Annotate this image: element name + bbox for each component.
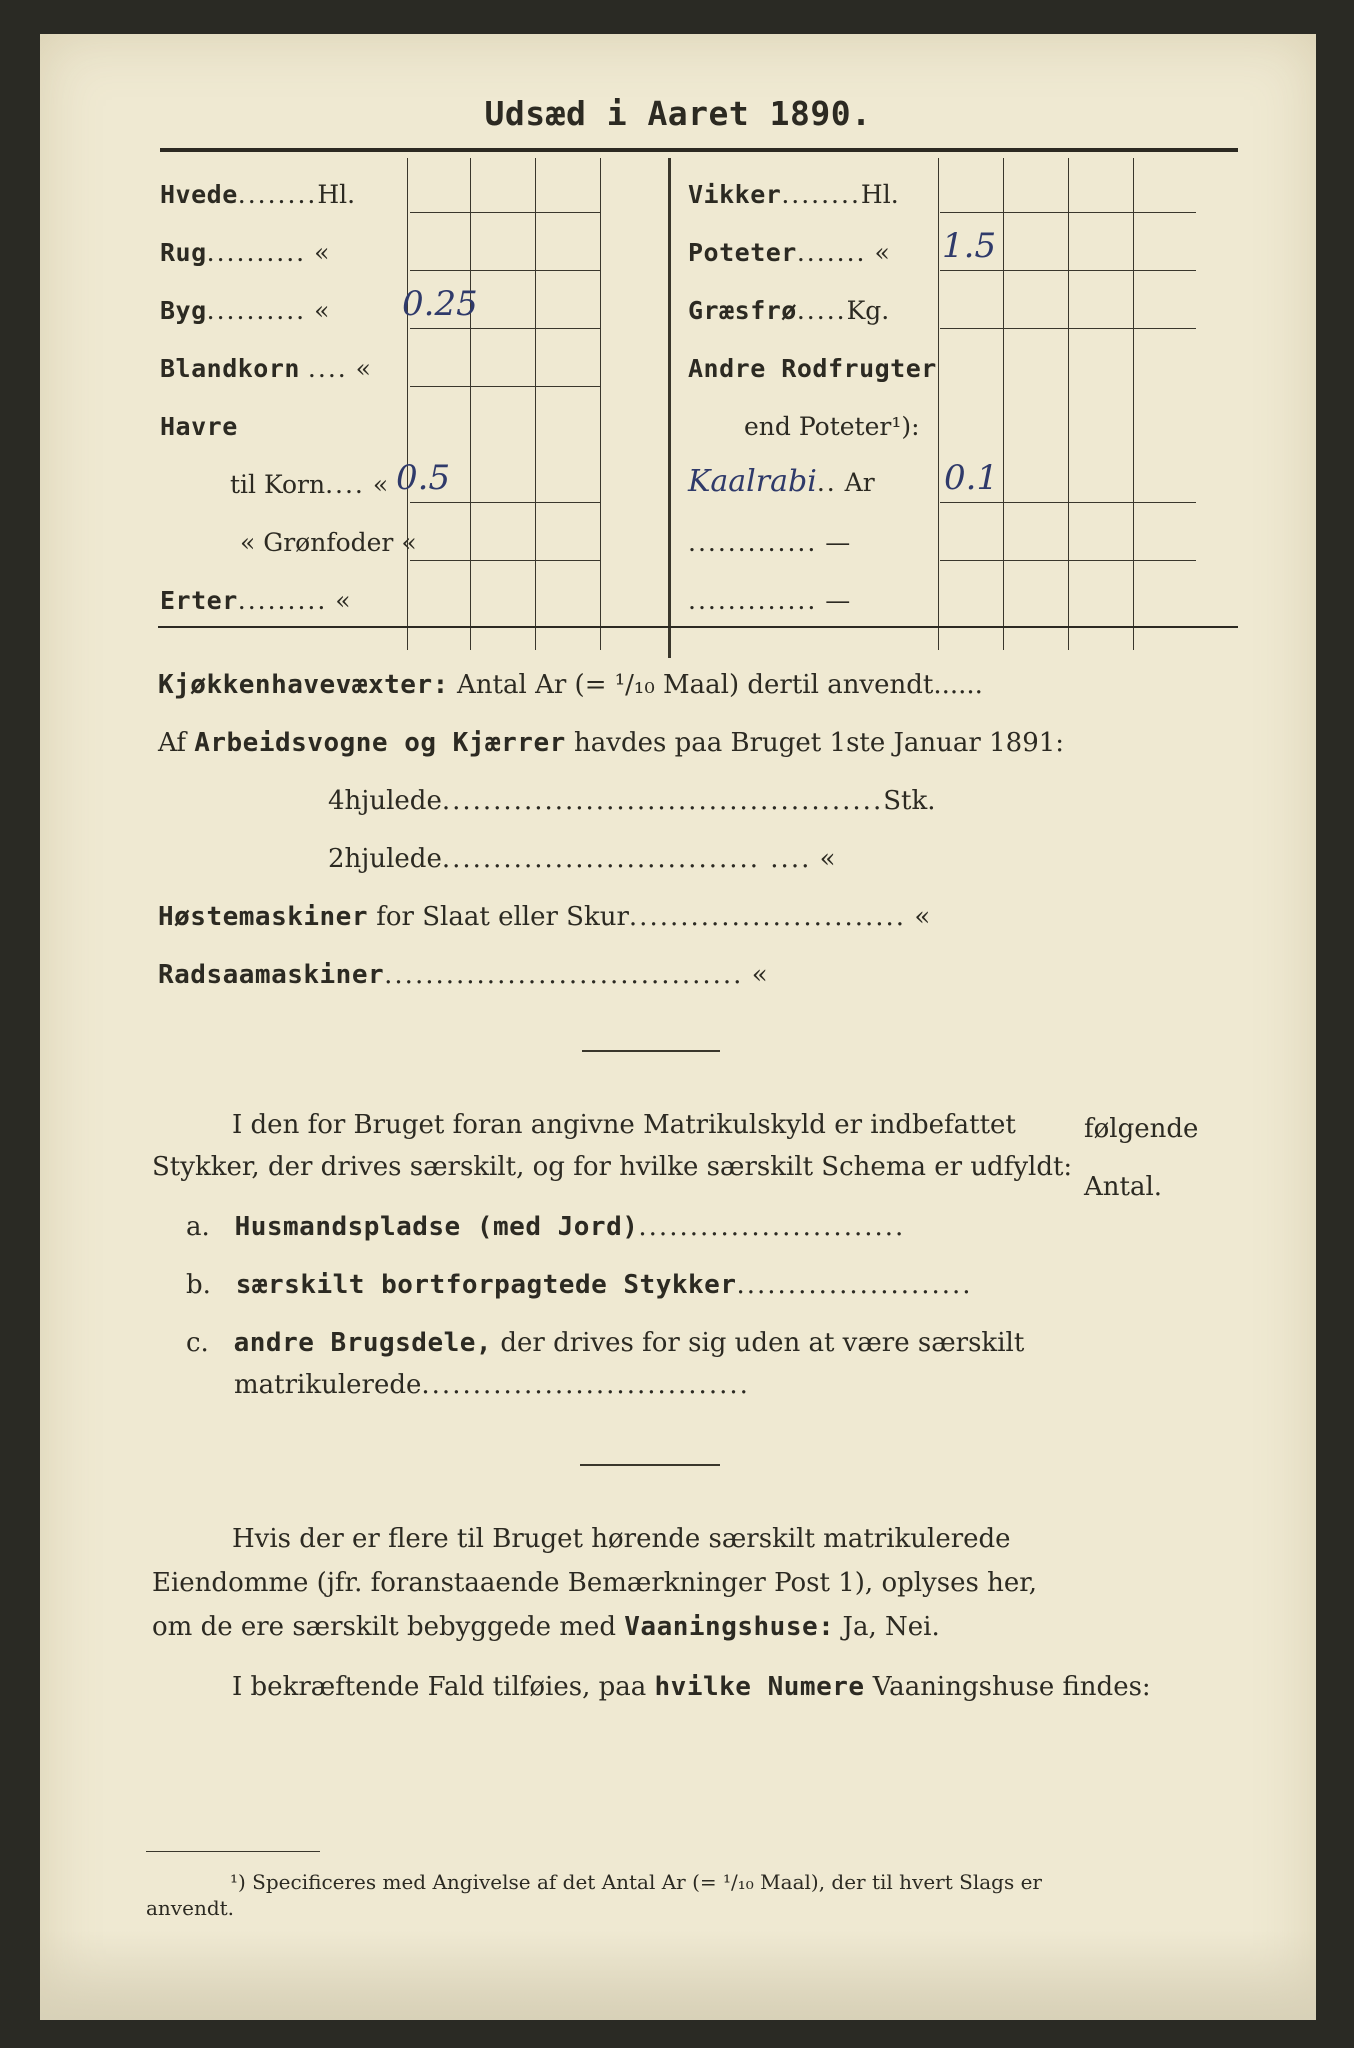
machine-hoste: Høstemaskiner for Slaat eller Skur........................... « (158, 902, 931, 932)
matrikul-antal: Antal. (1084, 1172, 1163, 1202)
row-vikker: Vikker........Hl. (688, 180, 899, 209)
cell-underline (410, 270, 600, 271)
row-havre: Havre (160, 412, 238, 441)
machine-radsaa: Radsaamaskiner................................... « (158, 960, 768, 990)
row-end-poteter: end Poteter¹): (744, 412, 920, 441)
row-byg: Byg.......... « (160, 296, 330, 325)
matrikul-folgende: følgende (1084, 1114, 1199, 1144)
right-col-line (938, 158, 939, 650)
kjokken-line: Kjøkkenhavevæxter: Antal Ar (= ¹/₁₀ Maal) dertil anvendt...... (158, 670, 983, 700)
right-col-line (1068, 158, 1069, 650)
left-col-line (470, 158, 471, 650)
title-rule (160, 148, 1238, 152)
bekraeftende-line: I bekræftende Fald tilføies, paa hvilke Numere Vaaningshuse findes: (232, 1672, 1151, 1702)
row-rug: Rug.......... « (160, 238, 330, 267)
left-col-line (600, 158, 601, 650)
matrikul-line2: Stykker, der drives særskilt, og for hvilke særskilt Schema er udfyldt: (152, 1152, 1073, 1182)
byg-value: 0.25 (402, 284, 478, 324)
row-kaalrabi: Kaalrabi.. Ar (688, 464, 875, 499)
eiendomme-line1: Hvis der er flere til Bruget hørende særskilt matrikulerede (232, 1524, 1011, 1554)
cell-underline (940, 502, 1196, 503)
footnote-line1: ¹) Specificeres med Angivelse af det Antal Ar (= ¹/₁₀ Maal), der til hvert Slags er (230, 1870, 1042, 1894)
form-sheet (40, 34, 1316, 2020)
matrikul-item-a: a. Husmandspladse (med Jord).......................... (186, 1212, 906, 1242)
table-divider (668, 158, 671, 658)
left-col-line (535, 158, 536, 650)
row-erter: Erter......... « (160, 586, 351, 615)
cell-underline (410, 560, 600, 561)
til-korn-value: 0.5 (396, 458, 451, 498)
wagon-4hjulede: 4hjulede...........................................Stk. (328, 786, 936, 816)
row-graesfro: Græsfrø.....Kg. (688, 296, 890, 325)
eiendomme-line2: Eiendomme (jfr. foranstaaende Bemærkninger Post 1), oplyses her, (152, 1568, 1038, 1598)
right-col-line (1003, 158, 1004, 650)
cell-underline (410, 502, 600, 503)
footnote-rule (146, 1851, 320, 1852)
matrikul-item-c: c. andre Brugsdele, der drives for sig uden at være særskilt (186, 1328, 1025, 1358)
cell-underline (940, 270, 1196, 271)
section-divider (582, 1050, 720, 1052)
row-blank-2: ............. — (688, 586, 851, 615)
eiendomme-line3: om de ere særskilt bebyggede med Vaaningshuse: Ja, Nei. (152, 1612, 940, 1642)
cell-underline (410, 328, 600, 329)
cell-underline (410, 386, 600, 387)
cell-underline (410, 212, 600, 213)
row-andre-rodfrugter: Andre Rodfrugter (688, 354, 937, 383)
row-hvede: Hvede........Hl. (160, 180, 356, 209)
row-blandkorn: Blandkorn .... « (160, 354, 371, 383)
page-title: Udsæd i Aaret 1890. (484, 94, 872, 133)
left-col-line (407, 158, 408, 650)
row-poteter: Poteter....... « (688, 238, 890, 267)
cell-underline (940, 560, 1196, 561)
row-gronfoder: « Grønfoder « (240, 528, 417, 557)
table-bottom-rule (158, 626, 1238, 628)
right-col-line (1133, 158, 1134, 650)
cell-underline (940, 328, 1196, 329)
row-til-korn: til Korn.... « (230, 470, 389, 499)
arbeid-line: Af Arbeidsvogne og Kjærrer havdes paa Bruget 1ste Januar 1891: (158, 728, 1065, 758)
kaalrabi-value: 0.1 (944, 458, 999, 498)
poteter-value: 1.5 (942, 226, 997, 266)
matrikul-item-b: b. særskilt bortforpagtede Stykker....................... (186, 1270, 973, 1300)
wagon-2hjulede: 2hjulede............................... .... « (328, 844, 836, 874)
cell-underline (940, 212, 1196, 213)
row-blank-1: ............. — (688, 528, 851, 557)
footnote-line2: anvendt. (146, 1896, 235, 1920)
section-divider (580, 1464, 720, 1466)
matrikul-item-c-line2: matrikulerede................................ (234, 1370, 750, 1400)
matrikul-line1: I den for Bruget foran angivne Matrikulskyld er indbefattet (232, 1110, 1016, 1140)
